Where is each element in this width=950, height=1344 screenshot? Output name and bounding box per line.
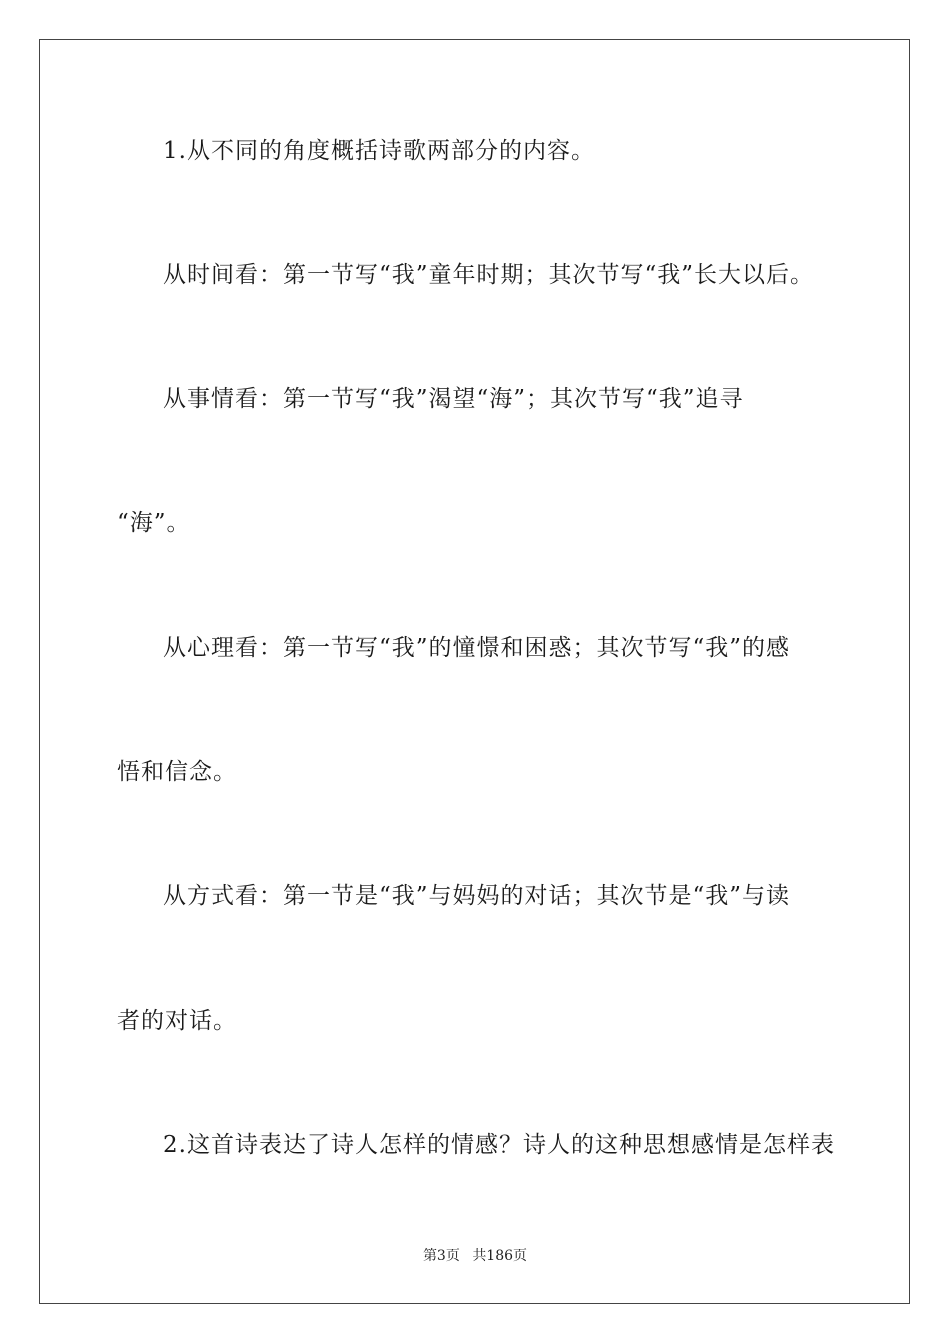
paragraph-event-line-2: “海”。 xyxy=(117,510,191,536)
total-pages: 共186页 xyxy=(472,1248,528,1264)
page-number: 第3页 xyxy=(422,1248,460,1264)
paragraph-mind-line-1: 从心理看：第一节写“我”的憧憬和困惑；其次节写“我”的感 xyxy=(163,635,791,661)
question-2: 2.这首诗表达了诗人怎样的情感？诗人的这种思想感情是怎样表 xyxy=(163,1132,835,1158)
page-footer xyxy=(0,1247,950,1265)
question-1: 1.从不同的角度概括诗歌两部分的内容。 xyxy=(163,138,595,164)
page-border xyxy=(39,39,910,1304)
paragraph-mode-line-2: 者的对话。 xyxy=(117,1008,237,1034)
paragraph-mode-line-1: 从方式看：第一节是“我”与妈妈的对话；其次节是“我”与读 xyxy=(163,883,791,909)
paragraph-time: 从时间看：第一节写“我”童年时期；其次节写“我”长大以后。 xyxy=(163,262,815,288)
paragraph-mind-line-2: 悟和信念。 xyxy=(117,759,237,785)
paragraph-event-line-1: 从事情看：第一节写“我”渴望“海”；其次节写“我”追寻 xyxy=(163,386,744,412)
